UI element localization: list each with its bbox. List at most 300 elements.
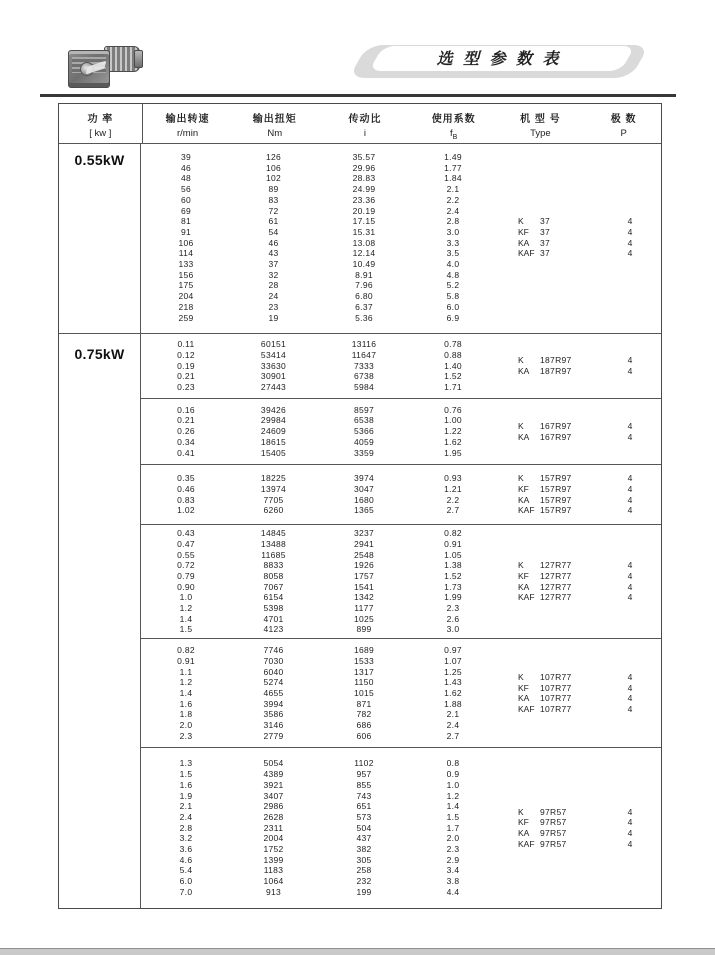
cell-fb: 1.52 xyxy=(444,371,462,382)
cell-torque: 15405 xyxy=(260,447,287,458)
type-row xyxy=(518,227,661,238)
title-banner xyxy=(358,45,640,78)
cell-ratio: 651 xyxy=(356,801,372,812)
cell-fb: 5.2 xyxy=(446,280,460,291)
cell-fb: 0.93 xyxy=(444,473,462,484)
cell-torque: 3586 xyxy=(263,709,284,720)
type-model: 97R57 xyxy=(540,828,567,839)
cell-torque: 3407 xyxy=(263,790,284,801)
poles-value: 4 xyxy=(627,806,633,817)
cell-fb: 0.9 xyxy=(446,769,460,780)
cell-speed: 0.90 xyxy=(177,581,195,592)
cell-ratio: 12.14 xyxy=(352,248,376,259)
type-prefix: KA xyxy=(518,828,530,839)
cell-torque: 18615 xyxy=(260,436,287,447)
type-row xyxy=(518,248,661,259)
type-model: 187R97 xyxy=(540,366,572,376)
cell-speed: 7.0 xyxy=(179,886,193,897)
cell-speed: 0.41 xyxy=(177,447,195,458)
poles-value: 4 xyxy=(627,494,633,505)
cell-torque: 14845 xyxy=(260,528,287,539)
cell-ratio: 3359 xyxy=(353,447,375,458)
poles-value: 4 xyxy=(627,693,633,704)
cell-torque: 60151 xyxy=(260,339,287,350)
cell-torque: 1064 xyxy=(263,876,284,887)
page-header xyxy=(0,0,715,100)
rating-block xyxy=(141,334,661,398)
cell-ratio: 3237 xyxy=(353,528,375,539)
poles-value: 4 xyxy=(627,592,633,603)
cell-ratio: 28.83 xyxy=(352,173,376,184)
header-type: 机 型 号 Type xyxy=(520,114,561,139)
type-model: 37 xyxy=(540,237,551,248)
cell-fb: 2.2 xyxy=(446,494,460,505)
cell-torque: 4701 xyxy=(263,613,284,624)
cell-speed: 2.1 xyxy=(179,801,193,812)
cell-torque: 6260 xyxy=(263,505,284,516)
type-column xyxy=(494,645,661,741)
cell-fb: 1.0 xyxy=(446,779,460,790)
cell-speed: 0.12 xyxy=(177,349,195,360)
cell-speed: 56 xyxy=(180,184,192,195)
type-model: 97R57 xyxy=(540,838,567,849)
cell-torque: 1183 xyxy=(263,865,284,876)
power-section xyxy=(59,333,661,907)
cell-torque: 4123 xyxy=(263,624,284,635)
cell-ratio: 437 xyxy=(356,833,372,844)
type-model: 107R77 xyxy=(540,703,572,714)
cell-ratio: 1757 xyxy=(353,570,375,581)
cell-torque: 3146 xyxy=(263,720,284,731)
cell-torque: 61 xyxy=(268,216,279,227)
cell-fb: 2.7 xyxy=(446,505,460,516)
cell-torque: 913 xyxy=(265,886,282,897)
type-prefix: KF xyxy=(518,817,529,828)
cell-torque: 102 xyxy=(265,173,282,184)
cell-fb: 1.07 xyxy=(444,655,462,666)
cell-torque: 7030 xyxy=(263,655,284,666)
type-row xyxy=(518,683,661,694)
cell-ratio: 1689 xyxy=(353,645,375,656)
cell-fb: 1.38 xyxy=(444,560,462,571)
type-row xyxy=(518,484,661,495)
cell-ratio: 1926 xyxy=(353,560,375,571)
cell-ratio: 5984 xyxy=(353,382,375,393)
cell-ratio: 6538 xyxy=(353,415,375,426)
cell-speed: 0.11 xyxy=(177,339,195,350)
cell-torque: 5054 xyxy=(263,758,284,769)
cell-torque: 39426 xyxy=(260,404,287,415)
cell-ratio: 7.96 xyxy=(355,280,373,291)
cell-ratio: 13.08 xyxy=(352,237,376,248)
cell-fb: 1.5 xyxy=(446,811,460,822)
cell-ratio: 743 xyxy=(356,790,372,801)
cell-fb: 4.0 xyxy=(446,259,460,270)
cell-speed: 2.0 xyxy=(179,720,193,731)
cell-fb: 1.73 xyxy=(444,581,462,592)
type-model: 97R57 xyxy=(540,806,567,817)
rating-block xyxy=(141,398,661,465)
cell-speed: 3.6 xyxy=(179,844,193,855)
cell-ratio: 2941 xyxy=(353,538,375,549)
cell-speed: 1.2 xyxy=(179,677,193,688)
type-column xyxy=(494,473,661,516)
cell-speed: 0.82 xyxy=(177,645,195,656)
type-prefix: K xyxy=(518,473,524,484)
cell-fb: 1.95 xyxy=(444,447,462,458)
page-footer-band xyxy=(0,948,715,955)
type-column xyxy=(494,758,661,897)
cell-speed: 175 xyxy=(178,280,194,291)
type-column xyxy=(494,405,661,459)
type-prefix: KA xyxy=(518,431,530,442)
type-model: 107R77 xyxy=(540,693,572,704)
cell-fb: 1.88 xyxy=(444,698,462,709)
cell-torque: 32 xyxy=(268,269,279,280)
cell-ratio: 1541 xyxy=(353,581,375,592)
poles-value: 4 xyxy=(627,431,633,442)
type-prefix: KAF xyxy=(518,248,535,259)
cell-torque: 23 xyxy=(268,301,279,312)
header-torque: 输出扭矩 Nm xyxy=(252,114,297,139)
cell-speed: 6.0 xyxy=(179,876,193,887)
cell-fb: 1.40 xyxy=(444,360,462,371)
type-row xyxy=(518,495,661,506)
cell-torque: 6154 xyxy=(263,592,284,603)
cell-ratio: 6738 xyxy=(353,371,375,382)
header-power: 功 率 [ kw ] xyxy=(59,104,143,143)
cell-ratio: 606 xyxy=(356,730,372,741)
cell-ratio: 23.36 xyxy=(352,194,376,205)
cell-fb: 0.97 xyxy=(444,645,462,656)
cell-fb: 0.76 xyxy=(444,404,462,415)
type-prefix: K xyxy=(518,560,524,571)
rating-block xyxy=(141,747,661,907)
type-row xyxy=(518,571,661,582)
cell-torque: 3921 xyxy=(263,779,284,790)
cell-torque: 8833 xyxy=(263,560,284,571)
cell-torque: 46 xyxy=(268,237,279,248)
cell-ratio: 24.99 xyxy=(352,184,376,195)
cell-torque: 27443 xyxy=(260,382,287,393)
cell-ratio: 258 xyxy=(356,865,372,876)
type-row xyxy=(518,828,661,839)
cell-speed: 1.9 xyxy=(179,790,193,801)
cell-speed: 0.23 xyxy=(177,382,195,393)
cell-ratio: 1317 xyxy=(353,666,375,677)
type-row xyxy=(518,582,661,593)
cell-speed: 218 xyxy=(178,301,194,312)
cell-torque: 13488 xyxy=(260,538,287,549)
cell-fb: 1.84 xyxy=(444,173,462,184)
type-prefix: KAF xyxy=(518,505,535,516)
cell-ratio: 1342 xyxy=(353,592,375,603)
cell-torque: 37 xyxy=(268,259,279,270)
poles-value: 4 xyxy=(627,505,633,516)
type-row xyxy=(518,366,661,377)
cell-fb: 1.71 xyxy=(444,382,462,393)
cell-torque: 43 xyxy=(268,248,279,259)
cell-speed: 46 xyxy=(180,162,192,173)
cell-speed: 0.19 xyxy=(177,360,195,371)
cell-speed: 0.46 xyxy=(177,483,195,494)
type-row xyxy=(518,693,661,704)
selection-table xyxy=(58,103,662,909)
cell-speed: 1.1 xyxy=(179,666,193,677)
poles-value: 4 xyxy=(627,248,633,259)
cell-torque: 2628 xyxy=(263,811,284,822)
cell-ratio: 11647 xyxy=(351,349,377,360)
cell-ratio: 1150 xyxy=(354,677,374,688)
cell-ratio: 6.37 xyxy=(355,301,373,312)
cell-fb: 2.1 xyxy=(446,709,460,720)
cell-speed: 1.4 xyxy=(179,613,193,624)
poles-value: 4 xyxy=(627,483,633,494)
cell-ratio: 199 xyxy=(356,886,372,897)
rating-block xyxy=(141,638,661,747)
cell-torque: 6040 xyxy=(263,666,284,677)
cell-fb: 0.91 xyxy=(444,538,462,549)
cell-ratio: 573 xyxy=(356,811,372,822)
cell-ratio: 1533 xyxy=(353,655,375,666)
cell-torque: 28 xyxy=(268,280,279,291)
cell-speed: 0.72 xyxy=(177,560,195,571)
rating-block xyxy=(141,144,661,333)
cell-speed: 2.4 xyxy=(179,811,193,822)
type-prefix: KAF xyxy=(518,838,535,849)
cell-ratio: 8.91 xyxy=(355,269,373,280)
cell-speed: 1.2 xyxy=(179,603,193,614)
cell-fb: 1.00 xyxy=(444,415,462,426)
cell-ratio: 3047 xyxy=(353,483,375,494)
type-row xyxy=(518,473,661,484)
poles-value: 4 xyxy=(627,682,633,693)
cell-ratio: 2548 xyxy=(353,549,375,560)
cell-ratio: 504 xyxy=(356,822,372,833)
type-row xyxy=(518,839,661,850)
header-rule xyxy=(40,94,676,97)
type-model: 157R97 xyxy=(540,483,572,494)
cell-torque: 18225 xyxy=(260,473,287,484)
rating-block xyxy=(141,524,661,638)
cell-ratio: 871 xyxy=(356,698,372,709)
cell-torque: 29984 xyxy=(260,415,287,426)
cell-ratio: 8597 xyxy=(353,404,375,415)
cell-speed: 0.16 xyxy=(177,404,195,415)
type-row xyxy=(518,238,661,249)
cell-fb: 2.7 xyxy=(446,730,460,741)
cell-speed: 0.21 xyxy=(177,371,195,382)
cell-speed: 0.91 xyxy=(177,655,195,666)
cell-fb: 1.62 xyxy=(444,436,462,447)
type-row xyxy=(518,704,661,715)
cell-ratio: 957 xyxy=(356,769,372,780)
cell-torque: 19 xyxy=(268,312,279,323)
cell-ratio: 1025 xyxy=(353,613,375,624)
cell-speed: 0.55 xyxy=(177,549,195,560)
poles-value: 4 xyxy=(627,560,633,571)
type-prefix: KAF xyxy=(518,592,535,603)
type-row xyxy=(518,817,661,828)
cell-fb: 0.88 xyxy=(444,349,462,360)
cell-torque: 5274 xyxy=(263,677,284,688)
cell-speed: 0.83 xyxy=(177,494,195,505)
cell-speed: 0.47 xyxy=(177,538,195,549)
power-label: 0.75kW xyxy=(59,334,141,907)
type-model: 167R97 xyxy=(540,431,572,442)
cell-fb: 4.8 xyxy=(446,269,460,280)
cell-torque: 2986 xyxy=(263,801,284,812)
cell-fb: 1.49 xyxy=(444,152,462,162)
type-model: 127R77 xyxy=(540,592,572,603)
type-model: 167R97 xyxy=(540,420,572,431)
cell-speed: 0.26 xyxy=(177,426,195,437)
cell-torque: 83 xyxy=(268,194,279,205)
cell-speed: 69 xyxy=(180,205,192,216)
cell-speed: 60 xyxy=(180,194,192,205)
type-row xyxy=(518,560,661,571)
cell-torque: 4655 xyxy=(263,687,284,698)
cell-torque: 4389 xyxy=(263,769,284,780)
type-model: 157R97 xyxy=(540,505,572,516)
cell-fb: 1.4 xyxy=(446,801,460,812)
type-prefix: KF xyxy=(518,226,529,237)
cell-ratio: 305 xyxy=(356,854,372,865)
cell-fb: 1.52 xyxy=(444,570,462,581)
power-label: 0.55kW xyxy=(59,144,141,333)
cell-torque: 13974 xyxy=(260,483,287,494)
cell-speed: 106 xyxy=(178,237,194,248)
poles-value: 4 xyxy=(627,355,633,366)
cell-ratio: 13116 xyxy=(351,339,377,350)
cell-torque: 7067 xyxy=(263,581,284,592)
cell-fb: 2.3 xyxy=(446,603,460,614)
type-prefix: K xyxy=(518,671,524,682)
type-row xyxy=(518,807,661,818)
cell-fb: 1.99 xyxy=(444,592,462,603)
cell-speed: 3.2 xyxy=(179,833,193,844)
cell-fb: 2.9 xyxy=(446,854,460,865)
type-row xyxy=(518,672,661,683)
cell-torque: 1399 xyxy=(263,854,284,865)
type-row xyxy=(518,592,661,603)
cell-ratio: 232 xyxy=(356,876,372,887)
table-header xyxy=(59,104,661,144)
cell-speed: 1.02 xyxy=(177,505,195,516)
cell-fb: 2.1 xyxy=(446,184,460,195)
cell-speed: 1.3 xyxy=(179,758,193,769)
type-row xyxy=(518,216,661,227)
cell-fb: 0.82 xyxy=(444,528,462,539)
type-row xyxy=(518,355,661,366)
cell-speed: 81 xyxy=(180,216,192,227)
type-model: 37 xyxy=(540,226,551,237)
cell-fb: 1.25 xyxy=(444,666,462,677)
gearmotor-image xyxy=(66,40,142,90)
cell-speed: 1.6 xyxy=(179,698,193,709)
cell-speed: 1.0 xyxy=(179,592,193,603)
type-prefix: K xyxy=(518,216,524,227)
type-model: 37 xyxy=(540,216,551,227)
cell-fb: 6.0 xyxy=(446,301,460,312)
cell-fb: 2.3 xyxy=(446,844,460,855)
cell-torque: 106 xyxy=(265,162,282,173)
cell-fb: 2.6 xyxy=(446,613,460,624)
cell-fb: 6.9 xyxy=(446,312,460,323)
type-row xyxy=(518,421,661,432)
type-row xyxy=(518,432,661,443)
cell-ratio: 686 xyxy=(356,720,372,731)
cell-torque: 53414 xyxy=(260,349,287,360)
cell-fb: 0.8 xyxy=(446,758,460,769)
type-prefix: KF xyxy=(518,483,529,494)
cell-speed: 5.4 xyxy=(179,865,193,876)
cell-speed: 0.21 xyxy=(177,415,195,426)
type-prefix: KF xyxy=(518,682,529,693)
type-model: 187R97 xyxy=(540,355,572,366)
cell-torque: 7746 xyxy=(263,645,284,656)
type-prefix: K xyxy=(518,355,524,366)
cell-ratio: 5366 xyxy=(353,426,375,437)
cell-fb: 3.4 xyxy=(446,865,460,876)
cell-speed: 0.79 xyxy=(177,570,195,581)
cell-torque: 24 xyxy=(268,291,279,302)
type-prefix: KA xyxy=(518,494,530,505)
header-ratio: 传动比 i xyxy=(348,114,382,139)
type-prefix: KA xyxy=(518,693,530,704)
cell-fb: 2.0 xyxy=(446,833,460,844)
cell-speed: 133 xyxy=(178,259,194,270)
cell-fb: 0.78 xyxy=(444,339,462,350)
type-prefix: K xyxy=(518,420,524,431)
poles-value: 4 xyxy=(627,817,633,828)
cell-ratio: 1102 xyxy=(354,758,374,769)
cell-torque: 7705 xyxy=(263,494,284,505)
poles-value: 4 xyxy=(627,671,633,682)
cell-torque: 72 xyxy=(268,205,279,216)
cell-speed: 0.35 xyxy=(177,473,195,484)
type-prefix: KF xyxy=(518,570,529,581)
cell-ratio: 15.31 xyxy=(352,226,376,237)
cell-speed: 259 xyxy=(178,312,194,323)
cell-fb: 1.05 xyxy=(444,549,462,560)
cell-ratio: 1680 xyxy=(353,494,375,505)
cell-torque: 30901 xyxy=(260,371,287,382)
type-prefix: KA xyxy=(518,237,530,248)
cell-speed: 2.8 xyxy=(179,822,193,833)
cell-ratio: 1365 xyxy=(353,505,375,516)
cell-ratio: 35.57 xyxy=(352,152,376,162)
cell-speed: 0.43 xyxy=(177,528,195,539)
cell-torque: 126 xyxy=(265,152,282,162)
cell-ratio: 3974 xyxy=(353,473,375,484)
cell-speed: 114 xyxy=(178,248,194,259)
cell-speed: 2.3 xyxy=(179,730,193,741)
cell-fb: 3.3 xyxy=(446,237,460,248)
cell-speed: 4.6 xyxy=(179,854,193,865)
cell-speed: 91 xyxy=(180,226,192,237)
type-column xyxy=(494,528,661,635)
cell-fb: 4.4 xyxy=(446,886,460,897)
cell-fb: 2.4 xyxy=(446,205,460,216)
cell-speed: 1.6 xyxy=(179,779,193,790)
cell-ratio: 10.49 xyxy=(352,259,376,270)
poles-value: 4 xyxy=(627,581,633,592)
type-prefix: KAF xyxy=(518,703,535,714)
type-prefix: KA xyxy=(518,366,530,376)
header-speed: 输出转速 r/min xyxy=(165,114,210,139)
cell-speed: 39 xyxy=(180,152,192,162)
